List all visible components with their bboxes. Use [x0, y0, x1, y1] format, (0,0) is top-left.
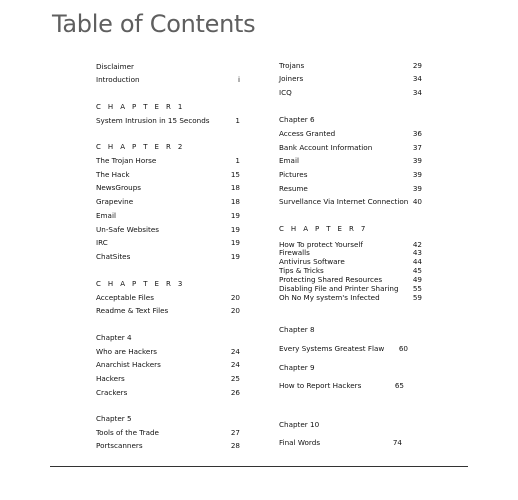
toc-entry-page: 34	[412, 88, 422, 97]
toc-entry-page: 39	[412, 156, 422, 165]
toc-entry-page: 1	[235, 156, 240, 165]
toc-entry-label: C H A P T E R 7	[279, 225, 368, 233]
toc-entry-label: Access Granted	[279, 129, 336, 138]
toc-entry-label: C H A P T E R 2	[96, 143, 185, 151]
toc-entry-label: C H A P T E R 3	[96, 280, 185, 288]
toc-entry-page: 42	[412, 240, 422, 249]
toc-entry-page: i	[238, 75, 240, 84]
toc-entry-label: ChatSites	[96, 252, 131, 261]
toc-entry-label: Email	[96, 211, 116, 220]
toc-entry-label: Final Words	[279, 438, 321, 447]
toc-entry-label: Bank Account Information	[279, 143, 373, 152]
toc-entry-page: 26	[230, 388, 240, 397]
toc-entry-page: 43	[412, 248, 422, 257]
toc-entry-label: Un-Safe Websites	[96, 225, 160, 234]
toc-entry-page: 1	[235, 116, 240, 125]
toc-entry-label: Anarchist Hackers	[96, 360, 161, 369]
toc-entry-page: 20	[230, 293, 240, 302]
toc-entry-label: NewsGroups	[96, 183, 142, 192]
toc-entry-page: 49	[412, 275, 422, 284]
toc-entry-page: 18	[230, 183, 240, 192]
toc-entry-label: System Intrusion in 15 Seconds	[96, 116, 210, 125]
toc-entry-label: Chapter 5	[96, 414, 132, 423]
toc-entry-label: C H A P T E R 1	[96, 103, 185, 111]
toc-entry-label: Portscanners	[96, 441, 143, 450]
toc-entry-page: 24	[230, 360, 240, 369]
toc-entry-label: Acceptable Files	[96, 293, 154, 302]
toc-entry-page: 18	[230, 197, 240, 206]
toc-entry-label: Pictures	[279, 170, 308, 179]
toc-entry-label: Joiners	[279, 74, 304, 83]
toc-entry-label: Who are Hackers	[96, 347, 158, 356]
toc-entry-label: Antivirus Software	[279, 257, 345, 266]
toc-entry-page: 19	[230, 238, 240, 247]
toc-entry-page: 19	[230, 252, 240, 261]
toc-entry-label: The Trojan Horse	[96, 156, 157, 165]
toc-entry-label: Chapter 9	[279, 363, 315, 372]
toc-entry-label: Tools of the Trade	[96, 428, 159, 437]
toc-entry-label: Chapter 4	[96, 333, 132, 342]
toc-entry-page: 19	[230, 211, 240, 220]
toc-entry-label: How to Report Hackers	[279, 381, 362, 390]
toc-entry-label: Tips & Tricks	[279, 266, 324, 275]
toc-entry-label: How To protect Yourself	[279, 240, 363, 249]
toc-entry-page: 27	[230, 428, 240, 437]
toc-entry-label: Oh No My system's Infected	[279, 293, 380, 302]
toc-entry-page: 39	[412, 170, 422, 179]
toc-entry-label: ICQ	[279, 88, 292, 97]
toc-entry-page: 19	[230, 225, 240, 234]
toc-entry-label: The Hack	[96, 170, 130, 179]
toc-entry-label: Introduction	[96, 75, 140, 84]
toc-entry-page: 36	[412, 129, 422, 138]
toc-entry-page: 74	[392, 438, 402, 447]
toc-entry-page: 39	[412, 184, 422, 193]
toc-entry-label: Resume	[279, 184, 308, 193]
toc-entry-label: Disclaimer	[96, 62, 135, 71]
toc-entry-page: 55	[412, 284, 422, 293]
toc-entry-page: 28	[230, 441, 240, 450]
toc-entry-label: Email	[279, 156, 299, 165]
toc-entry-page: 25	[230, 374, 240, 383]
toc-entry-page: 60	[398, 344, 408, 353]
toc-entry-page: 65	[394, 381, 404, 390]
toc-entry-label: Chapter 10	[279, 420, 320, 429]
toc-entry-label: Grapevine	[96, 197, 134, 206]
toc-entry-label: Readme & Text Files	[96, 306, 169, 315]
toc-entry-label: Chapter 8	[279, 325, 315, 334]
toc-entry-page: 24	[230, 347, 240, 356]
toc-entry-label: Hackers	[96, 374, 125, 383]
toc-entry-label: IRC	[96, 238, 108, 247]
toc-entry-page: 37	[412, 143, 422, 152]
toc-entry-page: 59	[412, 293, 422, 302]
toc-entry-label: Every Systems Greatest Flaw	[279, 344, 385, 353]
toc-entry-page: 44	[412, 257, 422, 266]
toc-entry-label: Crackers	[96, 388, 128, 397]
toc-entry-page: 45	[412, 266, 422, 275]
page-title: Table of Contents	[52, 10, 256, 38]
toc-entry-label: Firewalls	[279, 248, 310, 257]
toc-entry-label: Survellance Via Internet Connection	[279, 197, 409, 206]
toc-entry-label: Disabling File and Printer Sharing	[279, 284, 399, 293]
bottom-divider	[50, 466, 468, 467]
toc-entry-label: Trojans	[279, 61, 305, 70]
toc-entry-label: Protecting Shared Resources	[279, 275, 383, 284]
toc-entry-page: 15	[230, 170, 240, 179]
toc-entry-page: 34	[412, 74, 422, 83]
toc-entry-page: 40	[412, 197, 422, 206]
toc-entry-page: 29	[412, 61, 422, 70]
toc-entry-page: 20	[230, 306, 240, 315]
toc-entry-label: Chapter 6	[279, 115, 315, 124]
